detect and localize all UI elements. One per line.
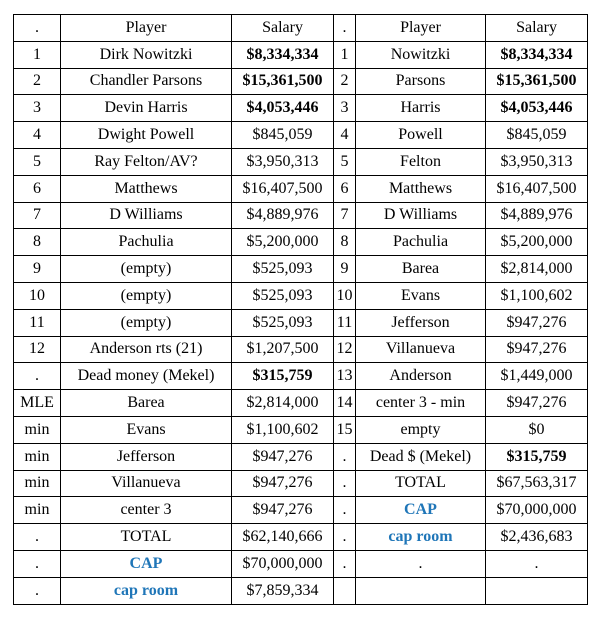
cell-index-left: 2 [14, 68, 61, 95]
cell-salary-left: $525,093 [232, 282, 334, 309]
cell-player-right: Anderson [356, 363, 486, 390]
table-row [14, 390, 588, 417]
cell-index-left: . [14, 524, 61, 551]
cell-player-right: Dead $ (Mekel) [356, 443, 486, 470]
cell-index-right: 14 [334, 390, 356, 417]
cell-index-right: 3 [334, 95, 356, 122]
cell-salary-left: $947,276 [232, 443, 334, 470]
cell-salary-right: $845,059 [486, 122, 588, 149]
salary-table-body [14, 15, 588, 605]
cell-salary-right: . [486, 550, 588, 577]
cell-player-left: CAP [61, 550, 232, 577]
cell-player-right: Pachulia [356, 229, 486, 256]
cell-salary-left: $16,407,500 [232, 175, 334, 202]
table-row [14, 363, 588, 390]
cell-player-left: Evans [61, 416, 232, 443]
cell-player-right [356, 577, 486, 604]
cell-salary-left: $15,361,500 [232, 68, 334, 95]
cell-index-right: 7 [334, 202, 356, 229]
cell-salary-left: $4,889,976 [232, 202, 334, 229]
cell-index-right: . [334, 443, 356, 470]
cell-salary-right: $947,276 [486, 336, 588, 363]
cell-index-left: . [14, 550, 61, 577]
cell-player-right: Villanueva [356, 336, 486, 363]
cell-player-left: Dirk Nowitzki [61, 41, 232, 68]
cell-index-left: min [14, 497, 61, 524]
cell-index-left: 3 [14, 95, 61, 122]
cell-player-right: Evans [356, 282, 486, 309]
table-row [14, 416, 588, 443]
cell-player-left: Matthews [61, 175, 232, 202]
cell-index-left: . [14, 363, 61, 390]
cell-salary-right: $5,200,000 [486, 229, 588, 256]
table-row [14, 524, 588, 551]
cell-index-right: 5 [334, 148, 356, 175]
cell-index-left: min [14, 470, 61, 497]
cell-player-left: D Williams [61, 202, 232, 229]
cell-salary-right: $1,449,000 [486, 363, 588, 390]
cell-player-right: Powell [356, 122, 486, 149]
cell-player-right: Barea [356, 256, 486, 283]
cell-player-left: Barea [61, 390, 232, 417]
cell-index-right: . [334, 524, 356, 551]
table-row [14, 497, 588, 524]
cell-salary-left: $947,276 [232, 470, 334, 497]
cell-salary-left: $525,093 [232, 309, 334, 336]
cell-player-left: Jefferson [61, 443, 232, 470]
cell-salary-left: $947,276 [232, 497, 334, 524]
cell-player-left: center 3 [61, 497, 232, 524]
cell-player-left: cap room [61, 577, 232, 604]
cell-player-left: Ray Felton/AV? [61, 148, 232, 175]
table-row [14, 95, 588, 122]
cell-player-right: Matthews [356, 175, 486, 202]
cell-salary-left: $2,814,000 [232, 390, 334, 417]
cell-player-left: Dead money (Mekel) [61, 363, 232, 390]
header-cell-player-right: Player [356, 15, 486, 42]
cell-player-right: Felton [356, 148, 486, 175]
cell-salary-left: $7,859,334 [232, 577, 334, 604]
cell-player-right: . [356, 550, 486, 577]
cell-salary-right: $315,759 [486, 443, 588, 470]
cell-salary-right: $70,000,000 [486, 497, 588, 524]
table-row [14, 229, 588, 256]
cell-salary-left: $3,950,313 [232, 148, 334, 175]
table-row [14, 470, 588, 497]
cell-index-right: 6 [334, 175, 356, 202]
table-row [14, 336, 588, 363]
cell-index-left: 1 [14, 41, 61, 68]
header-row [14, 15, 588, 42]
cell-player-left: Chandler Parsons [61, 68, 232, 95]
table-row [14, 443, 588, 470]
cell-salary-left: $70,000,000 [232, 550, 334, 577]
cell-player-right: CAP [356, 497, 486, 524]
header-cell-index-right: . [334, 15, 356, 42]
table-row [14, 68, 588, 95]
table-row [14, 175, 588, 202]
cell-salary-right [486, 577, 588, 604]
cell-salary-right: $1,100,602 [486, 282, 588, 309]
table-row [14, 122, 588, 149]
cell-index-left: . [14, 577, 61, 604]
cell-index-right: 15 [334, 416, 356, 443]
cell-salary-right: $4,053,446 [486, 95, 588, 122]
header-cell-salary-right: Salary [486, 15, 588, 42]
cell-index-left: 11 [14, 309, 61, 336]
header-cell-salary-left: Salary [232, 15, 334, 42]
cell-index-right: 2 [334, 68, 356, 95]
cell-salary-left: $525,093 [232, 256, 334, 283]
cell-salary-right: $0 [486, 416, 588, 443]
table-row [14, 41, 588, 68]
cell-salary-left: $5,200,000 [232, 229, 334, 256]
cell-player-right: cap room [356, 524, 486, 551]
salary-table [13, 14, 588, 605]
cell-index-left: 7 [14, 202, 61, 229]
cell-salary-right: $15,361,500 [486, 68, 588, 95]
cell-player-left: (empty) [61, 282, 232, 309]
cell-player-right: Parsons [356, 68, 486, 95]
cell-index-right: 8 [334, 229, 356, 256]
cell-index-left: 4 [14, 122, 61, 149]
cell-index-right: 1 [334, 41, 356, 68]
cell-player-left: Villanueva [61, 470, 232, 497]
cell-index-right: . [334, 470, 356, 497]
cell-index-left: min [14, 416, 61, 443]
cell-salary-right: $67,563,317 [486, 470, 588, 497]
cell-player-left: Dwight Powell [61, 122, 232, 149]
cell-salary-right: $2,436,683 [486, 524, 588, 551]
header-cell-player-left: Player [61, 15, 232, 42]
cell-player-left: (empty) [61, 256, 232, 283]
cell-index-right: 11 [334, 309, 356, 336]
table-row [14, 282, 588, 309]
table-row [14, 309, 588, 336]
cell-salary-right: $4,889,976 [486, 202, 588, 229]
table-row [14, 256, 588, 283]
cell-index-left: 6 [14, 175, 61, 202]
cell-index-right: 4 [334, 122, 356, 149]
cell-index-left: MLE [14, 390, 61, 417]
cell-player-right: TOTAL [356, 470, 486, 497]
cell-index-right: 13 [334, 363, 356, 390]
cell-player-right: D Williams [356, 202, 486, 229]
cell-index-left: min [14, 443, 61, 470]
cell-index-left: 10 [14, 282, 61, 309]
cell-player-right: Nowitzki [356, 41, 486, 68]
cell-salary-right: $947,276 [486, 309, 588, 336]
cell-player-left: Devin Harris [61, 95, 232, 122]
cell-index-right: . [334, 550, 356, 577]
table-row [14, 577, 588, 604]
cell-player-right: empty [356, 416, 486, 443]
cell-index-right: 10 [334, 282, 356, 309]
cell-player-left: TOTAL [61, 524, 232, 551]
cell-salary-right: $16,407,500 [486, 175, 588, 202]
cell-salary-left: $8,334,334 [232, 41, 334, 68]
cell-player-right: center 3 - min [356, 390, 486, 417]
cell-salary-right: $8,334,334 [486, 41, 588, 68]
cell-index-left: 5 [14, 148, 61, 175]
cell-salary-left: $1,100,602 [232, 416, 334, 443]
cell-index-right: . [334, 497, 356, 524]
cell-salary-left: $315,759 [232, 363, 334, 390]
table-row [14, 148, 588, 175]
table-row [14, 202, 588, 229]
cell-salary-left: $4,053,446 [232, 95, 334, 122]
cell-salary-left: $845,059 [232, 122, 334, 149]
cell-player-right: Harris [356, 95, 486, 122]
cell-player-right: Jefferson [356, 309, 486, 336]
cell-salary-left: $1,207,500 [232, 336, 334, 363]
cell-salary-left: $62,140,666 [232, 524, 334, 551]
cell-player-left: Anderson rts (21) [61, 336, 232, 363]
cell-index-right: 9 [334, 256, 356, 283]
table-row [14, 550, 588, 577]
cell-salary-right: $2,814,000 [486, 256, 588, 283]
header-cell-index-left: . [14, 15, 61, 42]
cell-salary-right: $3,950,313 [486, 148, 588, 175]
cell-player-left: (empty) [61, 309, 232, 336]
cell-index-left: 9 [14, 256, 61, 283]
cell-index-right: 12 [334, 336, 356, 363]
cell-index-left: 12 [14, 336, 61, 363]
cell-player-left: Pachulia [61, 229, 232, 256]
cell-index-right [334, 577, 356, 604]
cell-index-left: 8 [14, 229, 61, 256]
cell-salary-right: $947,276 [486, 390, 588, 417]
